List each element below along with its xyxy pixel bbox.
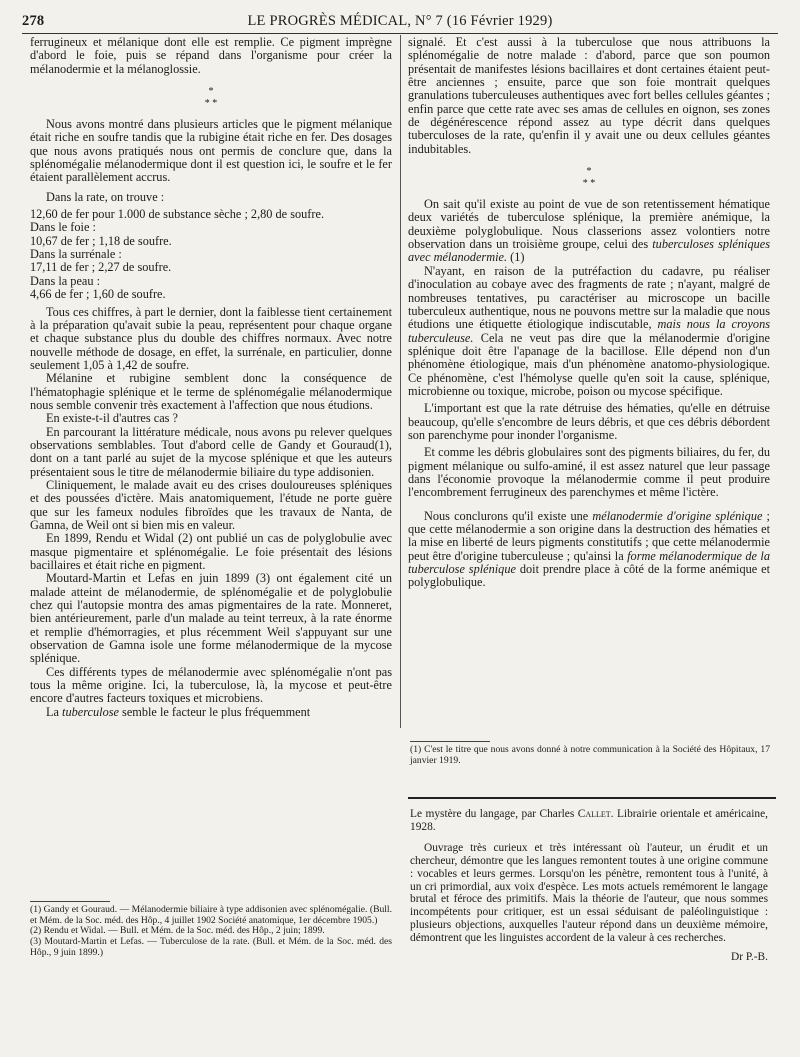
result-line: 4,66 de fer ; 1,60 de soufre.	[30, 287, 166, 302]
paragraph: La tuberculose semble le facteur le plus fréquemment	[46, 704, 311, 719]
paragraph: En parcourant la littérature médicale, nous avons pu relever quelques observations semblables. Tout d'abord celle de Gandy et Gouraud(1), dont on a tant parlé au sujet de la mycose splénique et que les auteurs présentaient sous le titre de mélanodermie biliaire du type addisonien.	[30, 424, 392, 479]
book-review-rule	[408, 797, 776, 799]
italic-term: tuberculose	[62, 704, 119, 719]
paragraph: Nous avons montré dans plusieurs articles que le pigment mélanique était riche en soufre tandis que la rubigine était riche en fer. Des dosages que nous avons pratiqués nous ont permis de conclure que, dans la splénomégalie mélanodermique dont il est question ici, le soufre et le fer étaient parallèlement accrus.	[30, 117, 392, 185]
section-separator: * * *	[204, 86, 218, 110]
paragraph: En existe-t-il d'autres cas ?	[46, 411, 178, 426]
running-header	[22, 10, 778, 32]
left-footnotes	[30, 905, 392, 959]
book-title: Le mystère du langage, par Charles Callet. Librairie orientale et américaine, 1928.	[410, 808, 768, 833]
review-signature: Dr P.-B.	[730, 951, 768, 964]
result-label: Dans la surrénale :	[30, 247, 122, 262]
italic-term: mélanodermie d'origine splénique	[592, 508, 763, 523]
paragraph: On sait qu'il existe au point de vue de son retentissement hématique deux variétés de tuberculose splénique, la première anémique, la deuxième polyglobulique. Nous classerions assez volontiers notre observation dans un troisième groupe, celui des tuberculoses spléniques avec mélanodermie. (1)	[408, 197, 770, 265]
journal-title: LE PROGRÈS MÉDICAL, N° 7 (16 Février 1929)	[247, 13, 553, 29]
section-separator: * * *	[582, 166, 596, 190]
paragraph: L'important est que la rate détruise des hématies, qu'elle en détruise beaucoup, qu'elle s'encombre de leurs débris, et que ces débris débordent son parenchyme pour inonder l'organisme.	[408, 401, 770, 442]
paragraph: signalé. Et c'est aussi à la tuberculose que nous attribuons la splénomégalie de notre malade : d'abord, parce que son poumon présentait de manifestes lésions bacillaires et dont certaines étaient peut-être anciennes ; ensuite, parce que son foie montrait quelques granulations tuberculeuses authentiques avec fort belles cellules géantes ; enfin parce que cette rate avec ses amas de cellules en oignon, ses zones de dégénérescence répond assez au type décrit dans quelques tuberculoses de la rate, qu'enfin il y avait une ou deux cellules géantes indubitables.	[408, 35, 770, 156]
column-divider	[400, 35, 401, 728]
result-label: Dans la peau :	[30, 273, 100, 288]
page-number: 278	[22, 13, 45, 29]
paragraph: Tous ces chiffres, à part le dernier, dont la faiblesse tient certainement à la préparation qu'avait subie la peau, représentent pour chaque organe et chaque substance plus du double des chiffres normaux. Avec notre nouvelle méthode de dosage, en effet, la surrénale, en particulier, donne seulement 1,05 à 1,42 de soufre.	[30, 304, 392, 372]
italic-term: tuberculoses spléniques avec mélanodermie.	[408, 237, 770, 265]
header-rule	[22, 33, 778, 34]
italic-term: forme mélanodermique de la tuberculose splénique	[408, 548, 771, 577]
result-line: 10,67 de fer ; 1,18 de soufre.	[30, 233, 172, 248]
right-column	[408, 36, 770, 590]
paragraph: N'ayant, en raison de la putréfaction du cadavre, pu réaliser d'inoculation au cobaye avec des fragments de rate ; n'ayant, malgré de nombreuses tentatives, pu caractériser au microscope un bacille tuberculeux authentique, nous ne pouvons mettre sur la maladie que nous étudions une étiquette étiologique indiscutable, mais nous la croyons tuberculeuse. Cela ne veut pas dire que la mélanodermie d'origine splénique doit être l'apanage de la bacillose. Elle dépend non d'un phénomène étiologique, mais d'un phénomène anatomo-physiologique. Ce phénomène, c'est l'hémolyse quelle qu'en soit la cause, splénique, microbienne ou toxique, microbe, poison ou mycose spécifique.	[408, 263, 770, 398]
results-intro: Dans la rate, on trouve :	[46, 189, 165, 204]
footnote: (1) Gandy et Gouraud. — Mélanodermie biliaire à type addisonien avec splénomégalie. (Bull. et Mém. de la Soc. méd. des Hôp., 4 juillet 1902 Société anatomique, 1er décembre 1905.)	[30, 904, 392, 926]
footnote: (1) C'est le titre que nous avons donné à notre communication à la Société des Hôpitaux, 17 janvier 1919.	[410, 744, 770, 766]
result-label: Dans le foie :	[30, 220, 96, 235]
paragraph: Moutard-Martin et Lefas en juin 1899 (3) ont également cité un malade atteint de mélanodermie, de splénomégalie et de polyglobulie chez qui l'autopsie montra des amas pigmentaires de la rate. Monneret, bien antérieurement, parle d'un malade au teint terreux, à la rate énorme et remplie d'hémorragies, et plus récemment Weil s'appuyant sur une observation de Gamna isole une forme mélanodermique de la mycose splénique.	[30, 571, 392, 666]
paragraph: Mélanine et rubigine semblent donc la conséquence de l'hématophagie splénique et le terme de splénomégalie mélanodermique nous semble convenir très exactement à l'affection que nous étudions.	[30, 371, 392, 412]
book-author: Callet	[577, 808, 611, 820]
book-review	[410, 808, 768, 964]
book-review-body: Ouvrage très curieux et très intéressant où l'auteur, un érudit et un chercheur, démontre que les langues remontent toutes à une origine commune : vocables et leurs germes. Lorsqu'on les pénètre, remontent tous à l'unité, à un cri primordial, aux voix d'espèce. Les mots actuels remémorent le langage brutal et féroce des primitifs. Mais la théorie de l'auteur, que nous sommes incompétents pour critiquer, est un essai séduisant de paléolinguistique : plusieurs objections, auxquelles l'auteur répond dans un deuxième mémoire, démontrent que les linguistes accordent de la valeur à ces recherches.	[410, 841, 768, 945]
footnote-rule	[30, 901, 110, 902]
footnote: (2) Rendu et Widal. — Bull. et Mém. de la Soc. méd. des Hôp., 2 juin; 1899.	[30, 925, 325, 937]
italic-term: mais nous la croyons tuberculeuse.	[408, 317, 770, 345]
paragraph: Et comme les débris globulaires sont des pigments biliaires, du fer, du pigment mélanique ou sulfo-aminé, il est assez naturel que leur passage dans l'économie provoque la mélanodermie comme il peut produire l'encombrement ferrugineux des parenchymes et même l'ictère.	[408, 445, 770, 500]
paragraph: Nous conclurons qu'il existe une mélanodermie d'origine splénique ; que cette mélanodermie a son origine dans la destruction des hématies et la mise en liberté de leurs pigments constitutifs ; que cette mélanodermie peut être d'origine tuberculeuse ; qu'ainsi la forme mélanodermique de la tuberculose splénique doit prendre place à côté de la forme anémique et polyglobulique.	[408, 508, 771, 590]
paragraph: ferrugineux et mélanique dont elle est remplie. Ce pigment imprègne d'abord le foie, puis se répand dans l'organisme pour créer la mélanodermie et la mélanoglossie.	[30, 35, 392, 76]
result-line: 17,11 de fer ; 2,27 de soufre.	[30, 260, 172, 275]
paragraph: Cliniquement, le malade avait eu des crises douloureuses spléniques et des poussées d'ictère. Mais anatomiquement, l'étude ne porte guère que sur les fameux nodules fibroïdes que les travaux de Nanta, de Gamna, de Weil ont si bien mis en valeur.	[30, 477, 392, 532]
paragraph: En 1899, Rendu et Widal (2) ont publié un cas de polyglobulie avec masque pigmentaire et splénomégalie. Le foie présentait des lésions bacillaires et était riche en pigment.	[30, 531, 392, 573]
left-column	[30, 36, 392, 719]
paragraph: Ces différents types de mélanodermie avec splénomégalie n'ont pas tous la même origine. Ici, la tuberculose, là, la mycose et peut-être encore d'autres facteurs toxiques et microbiens.	[30, 664, 392, 706]
dosage-results	[30, 191, 392, 302]
result-line: 12,60 de fer pour 1.000 de substance sèche ; 2,80 de soufre.	[30, 207, 325, 222]
footnote-rule	[410, 741, 490, 742]
right-footnote	[410, 745, 770, 766]
footnote: (3) Moutard-Martin et Lefas. — Tuberculose de la rate. (Bull. et Mém. de la Soc. méd. des Hôp., 9 juin 1899.)	[30, 936, 392, 958]
